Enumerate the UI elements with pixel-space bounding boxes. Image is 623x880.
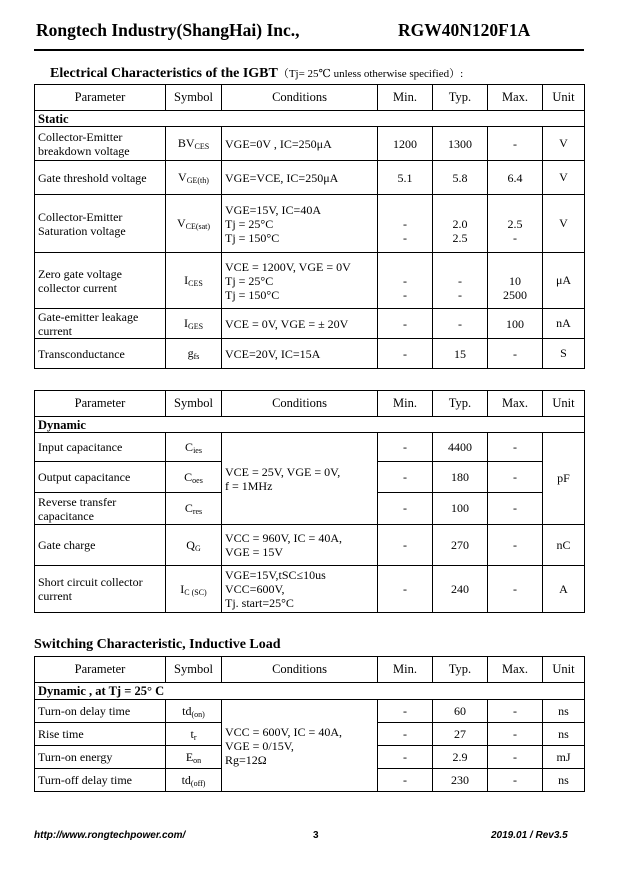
- table-row: [35, 195, 585, 253]
- max-cell: -: [488, 493, 543, 525]
- parameter-cell: Gate charge: [35, 525, 166, 566]
- min-cell: -: [378, 525, 433, 566]
- min-cell-line: -: [403, 287, 407, 302]
- symbol: V: [176, 216, 186, 230]
- table-row: [35, 525, 585, 566]
- header-rule: [34, 49, 584, 51]
- group-label-static: Static: [35, 111, 585, 127]
- symbol: E: [185, 749, 194, 764]
- unit-cell: nA: [543, 309, 585, 339]
- parameter-cell: Collector-Emitter breakdown voltage: [35, 127, 166, 161]
- min-cell: -: [378, 746, 433, 769]
- page-number: 3: [313, 830, 319, 841]
- parameter-cell: Collector-Emitter Saturation voltage: [35, 195, 166, 253]
- symbol-subscript: CE(sat): [185, 222, 211, 231]
- typ-cell-line: 1300: [448, 136, 472, 151]
- table-row: [35, 433, 585, 462]
- max-cell-line: 100: [506, 316, 524, 331]
- symbol-cell: [166, 566, 222, 613]
- symbol-cell: [166, 127, 222, 161]
- table-row: [35, 700, 585, 723]
- unit-cell: A: [543, 566, 585, 613]
- column-header: Typ.: [433, 85, 488, 111]
- min-cell-line: 5.1: [397, 170, 413, 185]
- typ-cell: 270: [433, 525, 488, 566]
- symbol-cell: [166, 700, 222, 723]
- min-cell: -: [378, 769, 433, 792]
- parameter-cell: Turn-off delay time: [35, 769, 166, 792]
- column-header: Conditions: [222, 657, 378, 683]
- max-cell: -: [488, 433, 543, 462]
- parameter-cell: Input capacitance: [35, 433, 166, 462]
- column-header: Parameter: [35, 657, 166, 683]
- conditions-cell: [222, 433, 378, 525]
- conditions-cell-line: VCE = 25V, VGE = 0V,: [225, 464, 341, 479]
- symbol-cell: [166, 462, 222, 493]
- parameter-cell: Output capacitance: [35, 462, 166, 493]
- min-cell-line: -: [403, 216, 407, 231]
- symbol-cell: [166, 195, 222, 253]
- group-label-switching: Dynamic , at Tj = 25° C: [35, 683, 585, 700]
- parameter-cell: Turn-on delay time: [35, 700, 166, 723]
- conditions-cell: [222, 309, 378, 339]
- table-row: [35, 253, 585, 309]
- unit-cell: V: [543, 127, 585, 161]
- column-header: Symbol: [166, 391, 222, 417]
- typ-cell: [433, 309, 488, 339]
- symbol-cell: [166, 253, 222, 309]
- typ-cell-line: 15: [454, 346, 466, 361]
- symbol: Q: [186, 537, 195, 552]
- table-header-row: [35, 657, 585, 683]
- max-cell-line: -: [513, 136, 517, 151]
- typ-cell: 100: [433, 493, 488, 525]
- column-header: Symbol: [166, 85, 222, 111]
- typ-cell: [433, 127, 488, 161]
- conditions-cell-line: VGE=0V , IC=250μA: [225, 136, 332, 151]
- typ-cell-line: -: [458, 316, 462, 331]
- symbol-cell: [166, 161, 222, 195]
- min-cell: [378, 161, 433, 195]
- typ-cell-line: -: [458, 273, 462, 288]
- conditions-cell-line: VGE = 0/15V,: [225, 738, 294, 753]
- symbol: t: [190, 726, 194, 741]
- parameter-cell: Turn-on energy: [35, 746, 166, 769]
- min-cell: [378, 253, 433, 309]
- symbol: I: [184, 273, 189, 287]
- typ-cell-line: -: [458, 287, 462, 302]
- column-header: Min.: [378, 657, 433, 683]
- min-cell-line: -: [403, 273, 407, 288]
- max-cell-line: -: [513, 346, 517, 361]
- max-cell: [488, 309, 543, 339]
- group-label-dynamic: Dynamic: [35, 417, 585, 433]
- symbol-subscript: GE(th): [186, 176, 209, 185]
- conditions-cell-line: f = 1MHz: [225, 478, 273, 493]
- max-cell: -: [488, 723, 543, 746]
- parameter-cell: Transconductance: [35, 339, 166, 369]
- unit-cell: ns: [543, 723, 585, 746]
- revision: 2019.01 / Rev3.5: [491, 830, 568, 841]
- conditions-cell: [222, 566, 378, 613]
- table-row: [35, 309, 585, 339]
- table-row: [35, 339, 585, 369]
- max-cell: -: [488, 746, 543, 769]
- min-cell-line: -: [403, 230, 407, 245]
- unit-cell: μA: [543, 253, 585, 309]
- symbol-subscript: oes: [192, 475, 203, 485]
- max-cell-line: 2.5: [507, 216, 523, 231]
- column-header: Typ.: [433, 391, 488, 417]
- parameter-cell: Gate-emitter leakage current: [35, 309, 166, 339]
- max-cell-line: 6.4: [507, 170, 523, 185]
- typ-cell-line: 5.8: [452, 170, 468, 185]
- conditions-cell-line: Tj. start=25°C: [225, 596, 294, 610]
- column-header: Max.: [488, 391, 543, 417]
- switching-characteristics-table: [34, 656, 585, 792]
- symbol-subscript: G: [194, 543, 201, 553]
- table-header-row: [35, 391, 585, 417]
- conditions-cell-line: VCC=600V,: [225, 582, 285, 596]
- min-cell-line: -: [403, 346, 407, 361]
- typ-cell: [433, 195, 488, 253]
- parameter-cell: Reverse transfer capacitance: [35, 493, 166, 525]
- max-cell: [488, 339, 543, 369]
- symbol: C: [184, 501, 193, 515]
- typ-cell: 2.9: [433, 746, 488, 769]
- max-cell: [488, 195, 543, 253]
- typ-cell: 180: [433, 462, 488, 493]
- column-header: Unit: [543, 85, 585, 111]
- symbol-subscript: fs: [193, 352, 200, 361]
- symbol-subscript: on: [193, 755, 202, 765]
- conditions-cell: [222, 195, 378, 253]
- unit-cell: V: [543, 195, 585, 253]
- symbol: g: [187, 346, 194, 360]
- max-cell: -: [488, 769, 543, 792]
- symbol-subscript: (on): [191, 709, 205, 719]
- conditions-cell-line: VGE=15V,tSC≤10us: [225, 568, 326, 582]
- typ-cell: 60: [433, 700, 488, 723]
- dynamic-characteristics-table: [34, 390, 585, 613]
- max-cell-line: -: [513, 230, 517, 245]
- conditions-cell: [222, 525, 378, 566]
- min-cell-line: 1200: [393, 136, 417, 151]
- symbol-subscript: GES: [187, 322, 204, 331]
- column-header: Symbol: [166, 657, 222, 683]
- symbol-cell: [166, 746, 222, 769]
- table-row: [35, 127, 585, 161]
- parameter-cell: Short circuit collector current: [35, 566, 166, 613]
- typ-cell: 4400: [433, 433, 488, 462]
- conditions-cell-line: VCC = 600V, IC = 40A,: [225, 724, 342, 739]
- conditions-cell: [222, 339, 378, 369]
- symbol: C: [184, 469, 193, 484]
- symbol-cell: [166, 525, 222, 566]
- symbol-subscript: ies: [193, 445, 202, 455]
- symbol-cell: [166, 339, 222, 369]
- column-header: Typ.: [433, 657, 488, 683]
- conditions-cell-line: VCE = 0V, VGE = ± 20V: [225, 316, 349, 331]
- part-number: RGW40N120F1A: [398, 20, 531, 40]
- symbol-subscript: C (SC): [184, 587, 207, 597]
- footer-url[interactable]: http://www.rongtechpower.com/: [34, 830, 186, 841]
- max-cell-line: 2500: [503, 287, 527, 302]
- conditions-cell-line: VCC = 960V, IC = 40A,: [225, 531, 342, 545]
- conditions-cell-line: Tj = 150°C: [225, 230, 280, 245]
- unit-cell: nC: [543, 525, 585, 566]
- min-cell: [378, 195, 433, 253]
- typ-cell: 240: [433, 566, 488, 613]
- column-header: Min.: [378, 391, 433, 417]
- conditions-cell-line: VGE=15V, IC=40A: [225, 202, 321, 217]
- parameter-cell: Gate threshold voltage: [35, 161, 166, 195]
- max-cell: [488, 253, 543, 309]
- conditions-cell-line: Rg=12Ω: [225, 752, 267, 767]
- conditions-cell: [222, 700, 378, 792]
- typ-cell-line: 2.5: [452, 230, 468, 245]
- min-cell: -: [378, 566, 433, 613]
- min-cell: -: [378, 462, 433, 493]
- table-row: [35, 161, 585, 195]
- typ-cell: 27: [433, 723, 488, 746]
- symbol-subscript: r: [193, 732, 197, 742]
- table-row: [35, 566, 585, 613]
- min-cell: -: [378, 493, 433, 525]
- max-cell: -: [488, 525, 543, 566]
- conditions-cell-line: VGE=VCE, IC=250μA: [225, 170, 339, 185]
- unit-cell: ns: [543, 769, 585, 792]
- column-header: Parameter: [35, 391, 166, 417]
- symbol: td: [182, 703, 192, 718]
- column-header: Max.: [488, 657, 543, 683]
- igbt-characteristics-title: Electrical Characteristics of the IGBT（Tj= 25℃ unless otherwise specified）:: [50, 66, 464, 81]
- max-cell: [488, 127, 543, 161]
- static-characteristics-table: [34, 84, 585, 369]
- symbol: I: [180, 581, 185, 596]
- conditions-cell-line: Tj = 25°C: [225, 216, 274, 231]
- symbol-subscript: CES: [188, 279, 203, 288]
- conditions-cell-line: Tj = 150°C: [225, 287, 280, 302]
- min-cell: [378, 309, 433, 339]
- min-cell: -: [378, 723, 433, 746]
- symbol: td: [181, 772, 191, 787]
- min-cell: -: [378, 433, 433, 462]
- parameter-cell: Rise time: [35, 723, 166, 746]
- column-header: Parameter: [35, 85, 166, 111]
- symbol: C: [185, 439, 194, 454]
- conditions-cell: [222, 127, 378, 161]
- table-header-row: [35, 85, 585, 111]
- company-name: Rongtech Industry(ShangHai) Inc.,: [36, 20, 300, 40]
- max-cell: -: [488, 462, 543, 493]
- column-header: Conditions: [222, 391, 378, 417]
- unit-cell: ns: [543, 700, 585, 723]
- max-cell-line: 10: [509, 273, 521, 288]
- column-header: Max.: [488, 85, 543, 111]
- max-cell: -: [488, 700, 543, 723]
- symbol-subscript: res: [192, 507, 203, 516]
- unit-cell: S: [543, 339, 585, 369]
- igbt-characteristics-note: （Tj= 25℃ unless otherwise specified）:: [277, 68, 464, 80]
- min-cell: [378, 127, 433, 161]
- min-cell-line: -: [403, 316, 407, 331]
- max-cell: -: [488, 566, 543, 613]
- max-cell: [488, 161, 543, 195]
- symbol-subscript: (off): [190, 778, 206, 788]
- conditions-cell-line: VCE=20V, IC=15A: [225, 346, 321, 361]
- symbol-cell: [166, 493, 222, 525]
- typ-cell: [433, 339, 488, 369]
- min-cell: [378, 339, 433, 369]
- parameter-cell: Zero gate voltage collector current: [35, 253, 166, 309]
- symbol-cell: [166, 769, 222, 792]
- column-header: Min.: [378, 85, 433, 111]
- conditions-cell: [222, 161, 378, 195]
- unit-cell: pF: [543, 433, 585, 525]
- symbol-cell: [166, 723, 222, 746]
- unit-cell: mJ: [543, 746, 585, 769]
- column-header: Conditions: [222, 85, 378, 111]
- conditions-cell: [222, 253, 378, 309]
- unit-cell: V: [543, 161, 585, 195]
- symbol: I: [183, 316, 188, 330]
- typ-cell: [433, 253, 488, 309]
- symbol: V: [178, 170, 187, 184]
- switching-title: Switching Characteristic, Inductive Load: [34, 637, 281, 652]
- typ-cell: [433, 161, 488, 195]
- conditions-cell-line: Tj = 25°C: [225, 273, 274, 288]
- conditions-cell-line: VCE = 1200V, VGE = 0V: [225, 259, 351, 274]
- symbol-cell: [166, 309, 222, 339]
- min-cell: -: [378, 700, 433, 723]
- symbol: BV: [177, 136, 195, 150]
- typ-cell-line: 2.0: [452, 216, 468, 231]
- column-header: Unit: [543, 657, 585, 683]
- column-header: Unit: [543, 391, 585, 417]
- symbol-subscript: CES: [194, 142, 210, 151]
- typ-cell: 230: [433, 769, 488, 792]
- conditions-cell-line: VGE = 15V: [225, 545, 284, 559]
- symbol-cell: [166, 433, 222, 462]
